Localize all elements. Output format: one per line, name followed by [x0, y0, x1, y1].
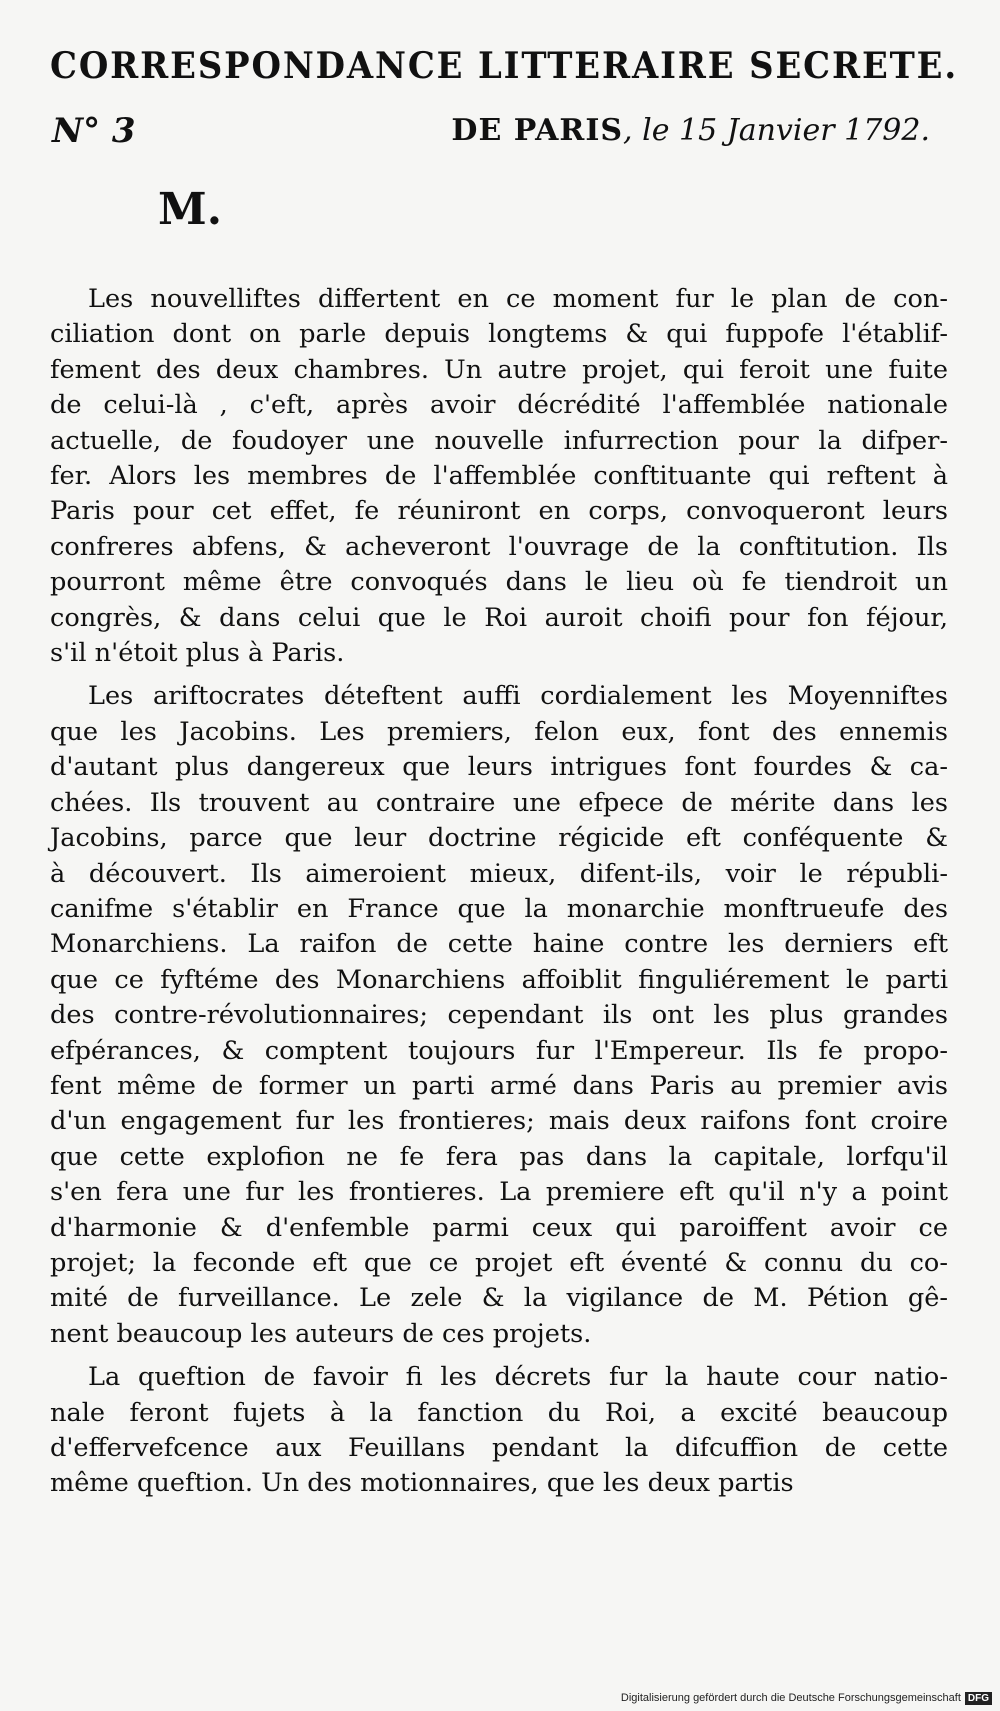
text-line: des contre-révolutionnaires; cependant ils ont les plus grandes — [50, 1000, 948, 1031]
text-line: La queftion de favoir fi les décrets fur la haute cour natio- — [88, 1362, 948, 1393]
text-line: nale feront fujets à la fanction du Roi, a excité beaucoup — [50, 1397, 948, 1428]
place-label: DE PARIS — [451, 113, 624, 148]
text-line: fent même de former un parti armé dans Paris au premier avis — [50, 1070, 948, 1101]
text-line: que les Jacobins. Les premiers, felon eux, font des ennemis — [50, 716, 948, 747]
text-line: d'harmonie & d'enfemble parmi ceux qui paroiffent avoir ce — [50, 1212, 948, 1243]
article-body — [50, 282, 948, 1502]
text-line: que cette explofion ne fe fera pas dans la capitale, lorfqu'il — [50, 1141, 948, 1172]
dfg-logo: DFG — [965, 1692, 992, 1705]
text-line: nent beaucoup les auteurs de ces projets. — [50, 1318, 592, 1349]
text-line: efpérances, & comptent toujours fur l'Empereur. Ils fe propo- — [50, 1035, 948, 1066]
text-line: Les ariftocrates déteftent auffi cordialement les Moyenniftes — [88, 681, 948, 712]
paragraph — [50, 282, 948, 671]
digitization-credit — [621, 1692, 992, 1705]
text-line: même queftion. Un des motionnaires, que les deux partis — [50, 1468, 794, 1499]
credit-text: Digitalisierung gefördert durch die Deutsche Forschungsgemeinschaft — [620, 1692, 961, 1704]
text-line: projet; la feconde eft que ce projet eft éventé & connu du co- — [50, 1247, 948, 1278]
text-line: canifme s'établir en France que la monarchie monftrueufe des — [50, 893, 948, 924]
date-label: , le 15 Janvier 1792. — [623, 113, 930, 148]
text-line: Les nouvelliftes differtent en ce moment fur le plan de con- — [88, 284, 948, 314]
text-line: actuelle, de foudoyer une nouvelle infurrection pour la difper- — [50, 425, 948, 456]
text-line: que ce fyftéme des Monarchiens affoiblit finguliérement le parti — [50, 964, 948, 995]
document-content — [50, 40, 959, 1510]
text-line: d'un engagement fur les frontieres; mais deux raifons font croire — [50, 1106, 948, 1137]
text-line: à découvert. Ils aimeroient mieux, difent-ils, voir le républi- — [50, 858, 948, 889]
text-line: Monarchiens. La raifon de cette haine contre les derniers eft — [50, 929, 948, 960]
paragraph — [50, 679, 948, 1352]
text-line: confreres abfens, & acheveront l'ouvrage de la conftitution. Ils — [50, 531, 948, 562]
paragraph — [50, 1360, 948, 1502]
text-line: Jacobins, parce que leur doctrine régicide eft conféquente & — [50, 823, 948, 854]
dateline — [50, 104, 948, 158]
text-line: fer. Alors les membres de l'affemblée conftituante qui reftent à — [50, 461, 948, 492]
text-line: mité de furveillance. Le zele & la vigilance de M. Pétion gê- — [50, 1283, 948, 1314]
issue-number: N° 3 — [52, 111, 136, 151]
place-date — [451, 104, 930, 158]
text-line: d'autant plus dangereux que leurs intrigues font fourdes & ca- — [50, 752, 948, 783]
text-line: de celui-là , c'eft, après avoir décrédité l'affemblée nationale — [50, 390, 948, 421]
salutation: M. — [158, 184, 223, 235]
text-line: fement des deux chambres. Un autre projet, qui feroit une fuite — [50, 354, 948, 385]
text-line: s'en fera une fur les frontieres. La premiere eft qu'il n'y a point — [50, 1177, 948, 1208]
masthead-title: CORRESPONDANCE LITTERAIRE SECRETE. — [50, 45, 959, 87]
text-line: pourront même être convoqués dans le lieu où fe tiendroit un — [50, 567, 948, 598]
text-line: ciliation dont on parle depuis longtems & qui fuppofe l'établif- — [50, 319, 948, 350]
text-line: congrès, & dans celui que le Roi auroit choifi pour fon féjour, — [50, 602, 948, 633]
text-line: d'effervefcence aux Feuillans pendant la difcuffion de cette — [50, 1433, 948, 1463]
text-line: Paris pour cet effet, fe réuniront en corps, convoqueront leurs — [50, 496, 948, 527]
text-line: s'il n'étoit plus à Paris. — [50, 638, 345, 669]
text-line: chées. Ils trouvent au contraire une efpece de mérite dans les — [50, 787, 948, 818]
